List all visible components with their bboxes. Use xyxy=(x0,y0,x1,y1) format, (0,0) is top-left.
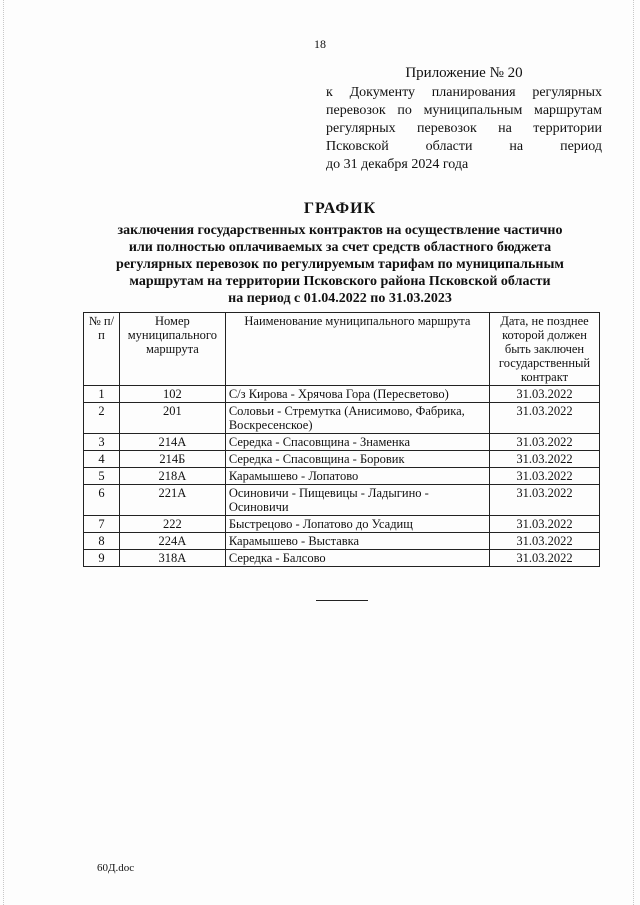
cell-route-name: С/з Кирова - Хрячова Гора (Пересветово) xyxy=(225,386,489,403)
appendix-block xyxy=(326,64,602,174)
cell-number: 2 xyxy=(84,403,120,434)
cell-number: 7 xyxy=(84,516,120,533)
cell-date: 31.03.2022 xyxy=(490,485,600,516)
subtitle-line: маршрутам на территории Псковского района Псковской области xyxy=(129,274,551,289)
scan-edge-left xyxy=(3,0,4,905)
table-row xyxy=(84,516,600,533)
cell-number: 9 xyxy=(84,550,120,567)
table-row xyxy=(84,386,600,403)
header-number: № п/п xyxy=(84,313,120,386)
cell-route-code: 214Б xyxy=(119,451,225,468)
cell-date: 31.03.2022 xyxy=(490,403,600,434)
subtitle-line: заключения государственных контрактов на осуществление частично xyxy=(117,223,563,238)
appendix-line: до 31 декабря 2024 года xyxy=(326,157,469,172)
schedule-title: ГРАФИК xyxy=(303,200,377,217)
cell-number: 8 xyxy=(84,533,120,550)
appendix-title: Приложение № 20 xyxy=(405,65,523,81)
page-number: 18 xyxy=(314,37,326,51)
cell-number: 4 xyxy=(84,451,120,468)
cell-date: 31.03.2022 xyxy=(490,533,600,550)
cell-route-code: 221А xyxy=(119,485,225,516)
appendix-line: регулярных перевозок на территории xyxy=(326,121,602,136)
cell-route-code: 102 xyxy=(119,386,225,403)
cell-route-code: 201 xyxy=(119,403,225,434)
cell-number: 3 xyxy=(84,434,120,451)
cell-date: 31.03.2022 xyxy=(490,434,600,451)
appendix-line: перевозок по муниципальным маршрутам xyxy=(326,103,602,118)
cell-date: 31.03.2022 xyxy=(490,451,600,468)
cell-date: 31.03.2022 xyxy=(490,386,600,403)
appendix-line: к Документу планирования регулярных xyxy=(326,85,602,100)
cell-route-name: Быстрецово - Лопатово до Усадищ xyxy=(225,516,489,533)
table-row xyxy=(84,533,600,550)
table-row xyxy=(84,451,600,468)
cell-route-name: Середка - Спасовщина - Знаменка xyxy=(225,434,489,451)
cell-number: 6 xyxy=(84,485,120,516)
subtitle-line: на период с 01.04.2022 по 31.03.2023 xyxy=(228,291,452,306)
cell-date: 31.03.2022 xyxy=(490,516,600,533)
table-row xyxy=(84,468,600,485)
file-name: 60Д.doc xyxy=(97,862,135,874)
schedule-heading xyxy=(60,200,620,307)
cell-number: 1 xyxy=(84,386,120,403)
table-header-row xyxy=(84,313,600,386)
subtitle-line: или полностью оплачиваемых за счет средств областного бюджета xyxy=(128,240,552,255)
cell-route-name: Карамышево - Выставка xyxy=(225,533,489,550)
cell-route-name: Карамышево - Лопатово xyxy=(225,468,489,485)
cell-route-code: 214А xyxy=(119,434,225,451)
cell-number: 5 xyxy=(84,468,120,485)
header-contract-date: Дата, не позднее которой должен быть заключен государственный контракт xyxy=(490,313,600,386)
cell-route-name: Середка - Спасовщина - Боровик xyxy=(225,451,489,468)
table-row xyxy=(84,485,600,516)
cell-route-code: 224А xyxy=(119,533,225,550)
cell-route-code: 222 xyxy=(119,516,225,533)
cell-route-code: 218А xyxy=(119,468,225,485)
routes-table xyxy=(83,312,600,567)
cell-route-code: 318А xyxy=(119,550,225,567)
table-row xyxy=(84,403,600,434)
subtitle-line: регулярных перевозок по регулируемым тарифам по муниципальным xyxy=(116,257,564,272)
table-row xyxy=(84,550,600,567)
closing-divider xyxy=(316,600,368,601)
schedule-subtitle xyxy=(60,222,620,307)
header-route-code: Номер муниципального маршрута xyxy=(119,313,225,386)
cell-date: 31.03.2022 xyxy=(490,550,600,567)
table-row xyxy=(84,434,600,451)
cell-date: 31.03.2022 xyxy=(490,468,600,485)
header-route-name: Наименование муниципального маршрута xyxy=(225,313,489,386)
cell-route-name: Осиновичи - Пищевицы - Ладыгино - Осиновичи xyxy=(225,485,489,516)
appendix-line: Псковской области на период xyxy=(326,139,602,154)
cell-route-name: Соловьи - Стремутка (Анисимово, Фабрика, Воскресенское) xyxy=(225,403,489,434)
cell-route-name: Середка - Балсово xyxy=(225,550,489,567)
scan-edge-right xyxy=(633,0,634,905)
